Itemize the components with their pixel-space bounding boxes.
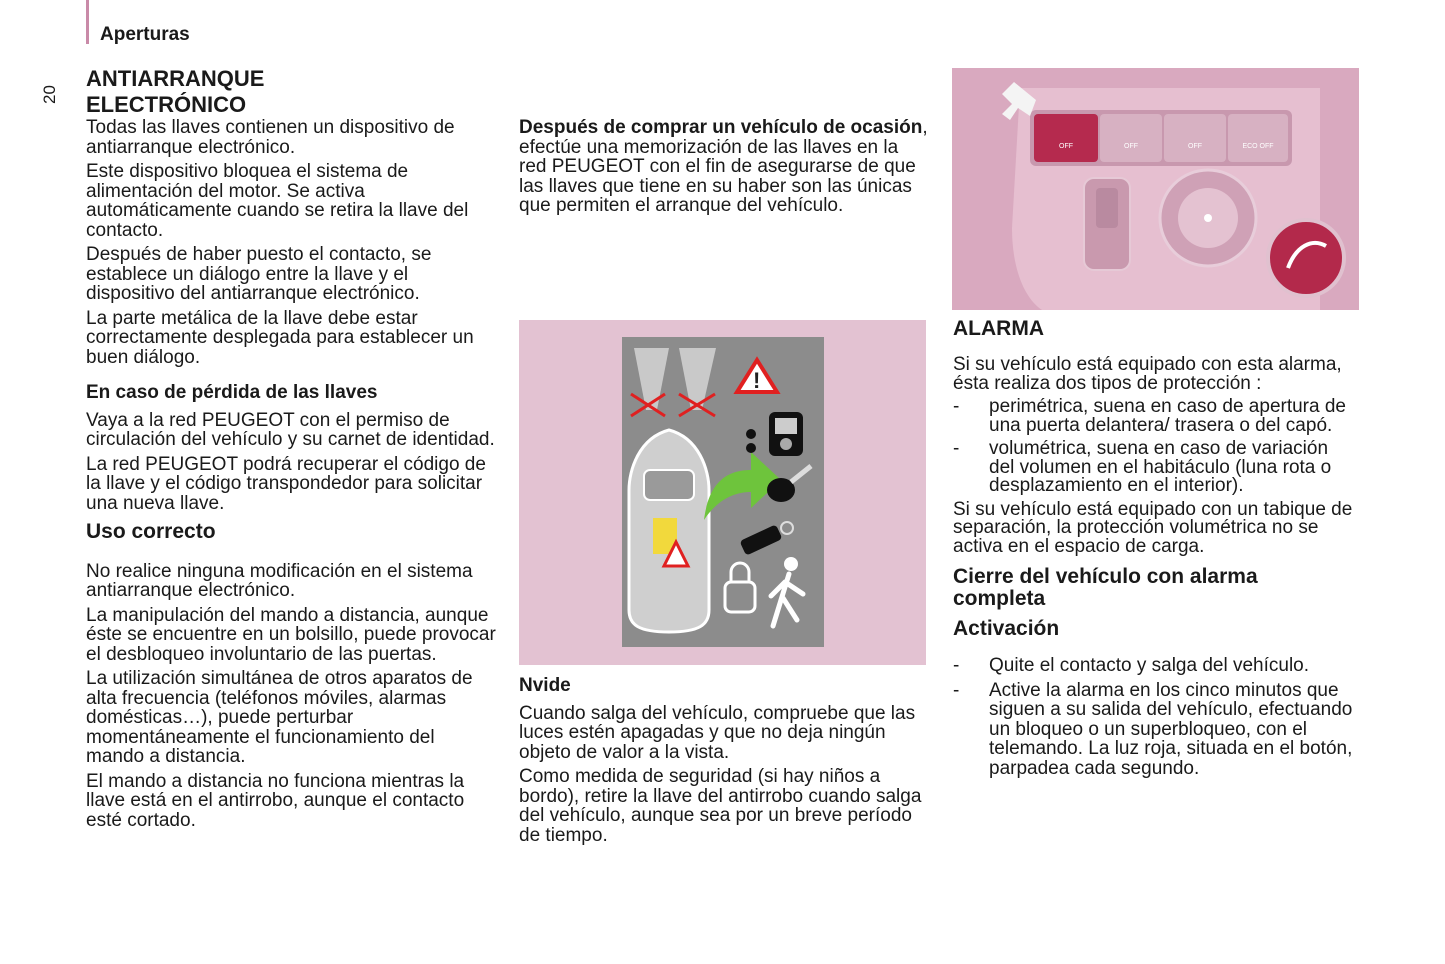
heading-lock-alarm: Cierre del vehículo con alarma completa	[953, 565, 1258, 610]
paragraph: No realice ninguna modificación en el sistema antiarranque electrónico.	[86, 560, 473, 601]
button-label: ECO OFF	[1242, 143, 1274, 150]
pedestrian-icon	[784, 557, 798, 571]
paragraph: Si su vehículo está equipado con esta alarma, ésta realiza dos tipos de protección :	[953, 354, 1342, 394]
paragraph: Vaya a la red PEUGEOT con el permiso de circulación del vehículo y su carnet de identidad.	[86, 409, 495, 450]
heading-alarma: ALARMA	[953, 317, 1044, 340]
alarm-off-button	[1034, 114, 1098, 162]
windscreen	[644, 470, 694, 500]
paragraph-used-vehicle: Después de comprar un vehículo de ocasión, efectúe una memorización de las llaves en la red PEUGEOT con el fin de asegurarse de que las llaves que tiene en su haber son las únicas que permiten el arranque del vehículo.	[519, 117, 928, 216]
paragraph: El mando a distancia no funciona mientras la llave está en el antirrobo, aunque el contacto esté cortado.	[86, 770, 465, 831]
paragraph: Cuando salga del vehículo, compruebe que las luces estén apagadas y que no deja ningún objeto de valor a la vista.	[519, 702, 916, 763]
dashboard-button-3	[1164, 114, 1226, 162]
illustration-dashboard-alarm	[952, 68, 1359, 310]
paragraph: Como medida de seguridad (si hay niños a bordo), retire la llave del antirrobo cuando salga del vehículo, aunque sea por un breve período de tiempo.	[519, 766, 922, 846]
column-antiarranque	[86, 66, 496, 835]
list-item: - perimétrica, suena en caso de apertura de una puerta delantera/ trasera o del capó.	[953, 396, 1346, 436]
paragraph: La red PEUGEOT podrá recuperar el código de la llave y el código transpondedor para solicitar una nueva llave.	[86, 453, 486, 514]
paragraph: Todas las llaves contienen un dispositivo de antiarranque electrónico.	[86, 117, 455, 158]
column-alarma	[953, 318, 1353, 783]
earphone-icon	[746, 429, 756, 439]
list-item: - Active la alarma en los cinco minutos que siguen a su salida del vehículo, efectuando un bloqueo o un superbloqueo, con el telemando. La luz roja, situada en el botón, parpadea cada segundo.	[953, 679, 1353, 779]
heading-antiarranque: ANTIARRANQUE ELECTRÓNICO	[86, 66, 265, 117]
paragraph: Si su vehículo está equipado con un tabique de separación, la protección volumétrica no se activa en el espacio de carga.	[953, 498, 1353, 557]
car-leaving-illustration	[519, 320, 926, 665]
dashboard-button-4	[1228, 114, 1288, 162]
column-nvide	[519, 676, 929, 850]
exclamation-icon: !	[753, 368, 761, 393]
list-item: - Quite el contacto y salga del vehículo.	[953, 655, 1310, 676]
section-marker	[86, 0, 89, 44]
paragraph: Después de haber puesto el contacto, se establece un diálogo entre la llave y el dispositivo del antiarranque electrónico.	[86, 244, 432, 304]
button-label: OFF	[1059, 143, 1073, 150]
illustration-forgotten-items	[519, 320, 926, 665]
paragraph: La parte metálica de la llave debe estar correctamente desplegada para establecer un buen diálogo.	[86, 307, 474, 368]
heading-activation: Activación	[953, 617, 1060, 640]
button-label: OFF	[1188, 143, 1202, 150]
heading-lost-keys: En caso de pérdida de las llaves	[86, 382, 378, 403]
column-used-vehicle	[519, 118, 929, 221]
heading-correct-use: Uso correcto	[86, 520, 216, 543]
button-label: OFF	[1124, 143, 1138, 150]
paragraph: La utilización simultánea de otros aparatos de alta frecuencia (teléfonos móviles, alarmas domésticas…), puede perturbar momentáneamente el funcionamiento del mando a distancia.	[86, 668, 473, 767]
heading-nvide: Nvide	[519, 675, 571, 696]
list-item: - volumétrica, suena en caso de variación del volumen en el habitáculo (luna rota o desplazamiento en el interior).	[953, 438, 1332, 496]
section-title: Aperturas	[100, 24, 190, 45]
paragraph: Este dispositivo bloquea el sistema de alimentación del motor. Se activa automáticamente cuando se retira la llave del contacto.	[86, 161, 469, 241]
page-number: 20	[40, 85, 59, 104]
dashboard-button-2	[1100, 114, 1162, 162]
paragraph: La manipulación del mando a distancia, aunque éste se encuentre en un bolsillo, puede provocar el desbloqueo involuntario de las puertas.	[86, 604, 496, 665]
dashboard-panel-illustration	[952, 68, 1359, 310]
hazard-icon-badge	[1268, 220, 1344, 296]
